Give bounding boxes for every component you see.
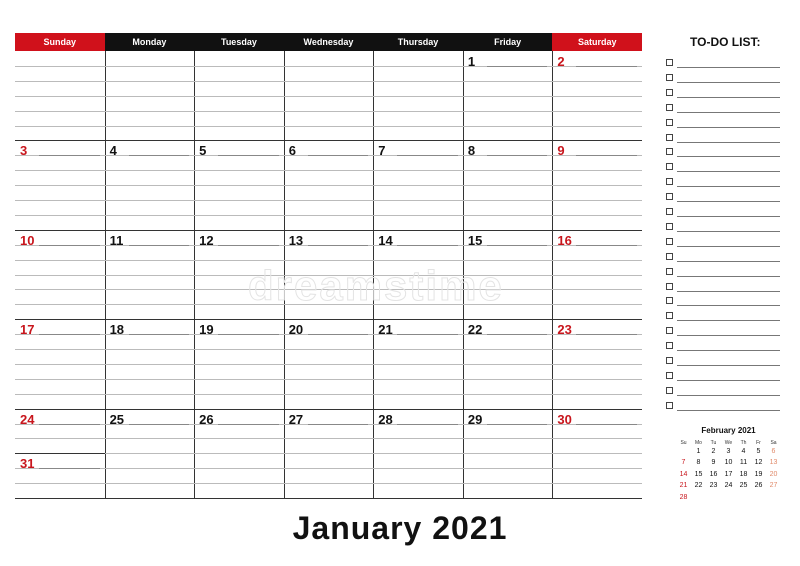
writing-line xyxy=(15,185,642,186)
writing-line xyxy=(15,453,642,454)
writing-line xyxy=(15,126,642,127)
day-number-28[interactable]: 28 xyxy=(378,411,393,427)
day-number-16[interactable]: 16 xyxy=(557,232,572,248)
mini-day-name: Th xyxy=(740,440,747,446)
day-number-underline xyxy=(308,334,369,335)
mini-day-2: 2 xyxy=(711,448,716,455)
mini-day-7: 7 xyxy=(681,459,686,467)
todo-checkbox[interactable] xyxy=(666,104,673,111)
weekday-header-thursday: Thursday xyxy=(373,33,463,51)
writing-line xyxy=(15,438,642,439)
day-number-31[interactable]: 31 xyxy=(20,456,35,472)
mini-day-23: 23 xyxy=(709,482,718,490)
watermark-text: dreamstime xyxy=(248,262,504,309)
todo-checkbox[interactable] xyxy=(666,297,673,304)
day-number-underline xyxy=(397,334,458,335)
writing-line xyxy=(15,230,642,231)
writing-line xyxy=(15,200,642,201)
todo-line xyxy=(677,380,780,381)
day-number-22[interactable]: 22 xyxy=(467,322,483,338)
todo-line xyxy=(677,276,780,277)
todo-line xyxy=(677,410,780,411)
todo-line xyxy=(677,335,780,336)
day-number-underline xyxy=(308,424,369,425)
day-number-underline xyxy=(39,245,100,246)
writing-line xyxy=(15,260,642,261)
mini-day-10: 10 xyxy=(724,459,733,467)
day-number-underline xyxy=(218,334,279,335)
weekday-header-tuesday: Tuesday xyxy=(194,33,284,51)
mini-day-name: Fr xyxy=(756,440,761,446)
mini-day-4: 4 xyxy=(741,448,746,455)
day-number-underline xyxy=(576,245,637,246)
mini-day-16: 16 xyxy=(709,470,718,478)
todo-line xyxy=(677,305,780,306)
day-number-13[interactable]: 13 xyxy=(288,232,304,248)
day-number-underline xyxy=(487,424,548,425)
day-number-19[interactable]: 19 xyxy=(199,322,214,338)
day-number-26[interactable]: 26 xyxy=(199,411,214,427)
mini-day-6: 6 xyxy=(771,448,776,455)
mini-day-name: Mo xyxy=(695,440,702,446)
day-number-23[interactable]: 23 xyxy=(557,322,572,338)
weekday-header-monday: Monday xyxy=(105,33,195,51)
todo-line xyxy=(677,395,780,396)
mini-day-27: 27 xyxy=(769,482,778,490)
day-number-underline xyxy=(487,334,548,335)
todo-checkbox[interactable] xyxy=(666,208,673,215)
todo-line xyxy=(677,350,780,351)
day-number-5[interactable]: 5 xyxy=(199,143,207,159)
mini-day-12: 12 xyxy=(754,459,763,467)
mini-day-14: 14 xyxy=(679,470,688,478)
day-number-25[interactable]: 25 xyxy=(109,411,125,427)
mini-day-1: 1 xyxy=(696,448,701,455)
todo-line xyxy=(677,82,780,83)
todo-line xyxy=(677,156,780,157)
day-number-underline xyxy=(39,155,100,156)
todo-checkbox[interactable] xyxy=(666,312,673,319)
todo-checkbox[interactable] xyxy=(666,342,673,349)
todo-line xyxy=(677,112,780,113)
day-number-3[interactable]: 3 xyxy=(20,143,28,159)
mini-day-26: 26 xyxy=(754,482,763,490)
mini-day-24: 24 xyxy=(724,482,733,490)
todo-checkbox[interactable] xyxy=(666,163,673,170)
writing-line xyxy=(15,170,642,171)
day-number-9[interactable]: 9 xyxy=(557,143,565,159)
day-number-4[interactable]: 4 xyxy=(109,143,117,159)
writing-line xyxy=(15,81,642,82)
day-number-underline xyxy=(487,245,548,246)
todo-checkbox[interactable] xyxy=(666,253,673,260)
mini-day-19: 19 xyxy=(754,470,763,478)
day-number-8[interactable]: 8 xyxy=(467,143,476,159)
day-number-30[interactable]: 30 xyxy=(557,411,572,427)
writing-line xyxy=(15,215,642,216)
day-number-2[interactable]: 2 xyxy=(557,54,565,69)
day-number-15[interactable]: 15 xyxy=(467,232,483,248)
day-number-6[interactable]: 6 xyxy=(288,143,296,159)
day-number-underline xyxy=(397,245,458,246)
month-title: January 2021 xyxy=(292,510,508,546)
todo-line xyxy=(677,67,780,68)
day-number-underline xyxy=(129,424,190,425)
todo-line xyxy=(677,291,780,292)
todo-line xyxy=(677,365,780,366)
day-number-underline xyxy=(39,334,100,335)
writing-line xyxy=(15,483,642,484)
todo-line xyxy=(677,127,780,128)
day-number-18[interactable]: 18 xyxy=(109,322,125,338)
day-number-underline xyxy=(576,155,637,156)
mini-day-9: 9 xyxy=(711,459,716,467)
mini-calendar-title: February 2021 xyxy=(701,426,756,435)
todo-line xyxy=(677,186,780,187)
mini-day-11: 11 xyxy=(739,459,748,467)
todo-line xyxy=(677,216,780,217)
todo-line xyxy=(677,261,780,262)
todo-checkbox[interactable] xyxy=(666,387,673,394)
todo-checkbox[interactable] xyxy=(666,268,673,275)
day-number-underline xyxy=(576,424,637,425)
todo-checkbox[interactable] xyxy=(666,59,673,66)
weekday-header-saturday: Saturday xyxy=(552,33,642,51)
mini-day-3: 3 xyxy=(726,448,731,455)
weekday-header-wednesday: Wednesday xyxy=(284,33,374,51)
day-number-17[interactable]: 17 xyxy=(20,322,35,338)
day-number-24[interactable]: 24 xyxy=(20,411,35,427)
day-number-underline xyxy=(576,66,637,67)
day-number-11[interactable]: 11 xyxy=(109,232,124,248)
split-cell-divider xyxy=(15,453,105,454)
todo-line xyxy=(677,246,780,247)
day-number-underline xyxy=(397,155,458,156)
mini-day-name: We xyxy=(724,440,733,446)
todo-checkbox[interactable] xyxy=(666,223,673,230)
mini-day-28: 28 xyxy=(679,493,688,501)
todo-line xyxy=(677,201,780,202)
todo-checkbox[interactable] xyxy=(666,193,673,200)
mini-day-25: 25 xyxy=(739,482,748,490)
day-number-14[interactable]: 14 xyxy=(378,232,393,248)
todo-checkbox[interactable] xyxy=(666,119,673,126)
writing-line xyxy=(15,379,642,380)
writing-line xyxy=(15,66,642,67)
mini-day-21: 21 xyxy=(679,482,688,490)
day-number-underline xyxy=(308,155,369,156)
todo-checkbox[interactable] xyxy=(666,134,673,141)
day-number-underline xyxy=(218,424,279,425)
mini-day-20: 20 xyxy=(769,470,778,478)
day-number-underline xyxy=(129,155,190,156)
mini-day-13: 13 xyxy=(769,459,778,467)
day-number-7[interactable]: 7 xyxy=(378,143,386,159)
day-number-underline xyxy=(129,334,190,335)
mini-day-5: 5 xyxy=(756,448,761,455)
weekday-header-friday: Friday xyxy=(463,33,553,51)
mini-day-17: 17 xyxy=(724,470,733,478)
day-number-underline xyxy=(487,66,548,67)
todo-checkbox[interactable] xyxy=(666,372,673,379)
mini-day-name: Su xyxy=(680,440,687,446)
writing-line xyxy=(15,468,642,469)
mini-day-8: 8 xyxy=(696,459,701,467)
writing-line xyxy=(15,111,642,112)
day-number-20[interactable]: 20 xyxy=(288,322,304,338)
todo-checkbox[interactable] xyxy=(666,89,673,96)
day-number-underline xyxy=(397,424,458,425)
day-number-underline xyxy=(487,155,548,156)
todo-checkbox[interactable] xyxy=(666,178,673,185)
day-number-underline xyxy=(39,468,100,469)
todo-line xyxy=(677,97,780,98)
day-number-10[interactable]: 10 xyxy=(20,232,35,248)
todo-checkbox[interactable] xyxy=(666,238,673,245)
writing-line xyxy=(15,140,642,141)
day-number-underline xyxy=(39,424,100,425)
writing-line xyxy=(15,409,642,410)
day-number-underline xyxy=(218,245,279,246)
mini-day-22: 22 xyxy=(694,482,703,490)
mini-day-name: Sa xyxy=(770,440,777,446)
writing-line xyxy=(15,364,642,365)
todo-checkbox[interactable] xyxy=(666,148,673,155)
day-number-underline xyxy=(308,245,369,246)
day-number-21[interactable]: 21 xyxy=(378,322,393,338)
todo-checkbox[interactable] xyxy=(666,74,673,81)
todo-checkbox[interactable] xyxy=(666,402,673,409)
mini-day-18: 18 xyxy=(739,470,748,478)
writing-line xyxy=(15,394,642,395)
writing-line xyxy=(15,96,642,97)
weekday-header-sunday: Sunday xyxy=(15,33,105,51)
todo-checkbox[interactable] xyxy=(666,327,673,334)
day-number-1[interactable]: 1 xyxy=(467,54,476,69)
day-number-12[interactable]: 12 xyxy=(199,232,214,248)
todo-checkbox[interactable] xyxy=(666,357,673,364)
mini-day-15: 15 xyxy=(694,470,703,478)
todo-line xyxy=(677,171,780,172)
todo-line xyxy=(677,320,780,321)
todo-title: TO-DO LIST: xyxy=(690,35,761,49)
writing-line xyxy=(15,498,642,499)
todo-line xyxy=(677,142,780,143)
day-number-29[interactable]: 29 xyxy=(467,411,483,427)
writing-line xyxy=(15,349,642,350)
todo-checkbox[interactable] xyxy=(666,283,673,290)
day-number-underline xyxy=(129,245,190,246)
day-number-27[interactable]: 27 xyxy=(288,411,304,427)
todo-line xyxy=(677,231,780,232)
day-number-underline xyxy=(218,155,279,156)
day-number-underline xyxy=(576,334,637,335)
mini-day-name: Tu xyxy=(710,440,717,446)
writing-line xyxy=(15,319,642,320)
